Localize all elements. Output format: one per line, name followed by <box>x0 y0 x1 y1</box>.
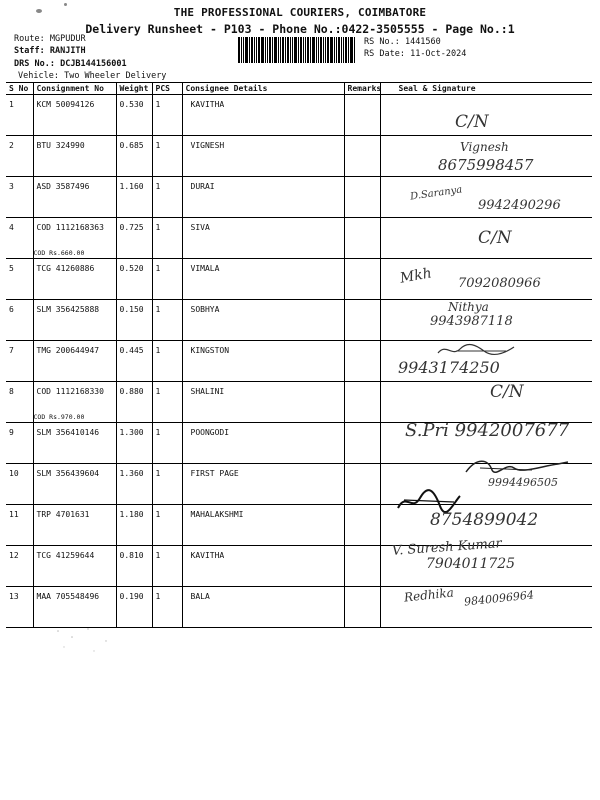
table-row <box>6 95 592 136</box>
scribble-mark <box>436 343 516 357</box>
cell-consignment-text: COD 1112168330 <box>36 387 104 396</box>
barcode-bar <box>354 37 355 63</box>
signature-10-phone: 9994496505 <box>488 476 558 489</box>
cell-consignee <box>182 382 344 423</box>
cell-pcs <box>152 505 182 546</box>
signature-2-name: Vignesh <box>460 140 509 154</box>
barcode-bar <box>290 37 291 63</box>
cell-consignee-text: MAHALAKSHMI <box>190 510 244 519</box>
cell-consignee <box>182 505 344 546</box>
rs-date-value: 11-Oct-2024 <box>410 49 467 59</box>
cell-remarks <box>344 423 380 464</box>
drs-value: DCJB144156001 <box>60 59 127 69</box>
cell-pcs <box>152 546 182 587</box>
barcode-bar <box>298 37 299 63</box>
cell-sno-text: 12 <box>9 551 19 560</box>
cell-sno <box>6 300 33 341</box>
signature-13-name: Redhika <box>403 585 455 605</box>
cell-consignment <box>33 587 116 628</box>
signature-2-phone: 8675998457 <box>438 156 534 174</box>
signature-6-name: Nithya <box>448 300 489 314</box>
cell-weight-text: 1.180 <box>119 510 144 519</box>
barcode-bar <box>345 37 347 63</box>
cell-pcs-text: 1 <box>155 100 161 109</box>
cell-remarks <box>344 341 380 382</box>
barcode-bar <box>310 37 311 63</box>
vehicle-label: Vehicle: <box>18 71 59 81</box>
cell-weight <box>116 587 152 628</box>
cell-remarks <box>344 259 380 300</box>
cell-weight <box>116 341 152 382</box>
cell-consignment-text: SLM 356410146 <box>36 428 100 437</box>
rs-date-line <box>364 49 466 59</box>
vehicle-value: Two Wheeler Delivery <box>64 71 167 81</box>
cell-pcs-text: 1 <box>155 428 161 437</box>
barcode-bar <box>300 37 302 63</box>
barcode-bar <box>292 37 293 63</box>
cell-consignment <box>33 464 116 505</box>
barcode-bar <box>294 37 297 63</box>
rs-date-label: RS Date: <box>364 49 405 59</box>
drs-line <box>14 59 127 69</box>
cell-sno-text: 5 <box>9 264 14 273</box>
vehicle-line <box>18 71 166 81</box>
cell-pcs <box>152 218 182 259</box>
cell-consignee <box>182 177 344 218</box>
barcode-bar <box>269 37 271 63</box>
cell-sno-text: 7 <box>9 346 14 355</box>
barcode-bar <box>303 37 304 63</box>
drs-label: DRS No.: <box>14 59 55 69</box>
scan-speck <box>36 9 42 13</box>
cell-pcs-text: 1 <box>155 510 161 519</box>
cell-consignment <box>33 423 116 464</box>
cell-weight-text: 0.880 <box>119 387 144 396</box>
barcode-bar <box>325 37 326 63</box>
cell-pcs <box>152 95 182 136</box>
signature-7-phone: 9943174250 <box>398 358 500 377</box>
cell-pcs-text: 1 <box>155 469 161 478</box>
cell-consignee <box>182 464 344 505</box>
cell-pcs <box>152 177 182 218</box>
barcode-bar <box>245 37 248 63</box>
cod-amount: COD Rs.660.00 <box>33 249 85 257</box>
signature-8: C/N <box>490 382 524 402</box>
signature-3-name: D.Saranya <box>409 184 463 203</box>
barcode-bar <box>316 37 317 63</box>
rs-no-label: RS No.: <box>364 37 400 47</box>
cell-weight-text: 0.685 <box>119 141 144 150</box>
cell-consignee-text: SIVA <box>190 223 210 232</box>
cod-amount: COD Rs.970.00 <box>33 413 85 421</box>
cell-weight-text: 0.445 <box>119 346 144 355</box>
cell-consignee <box>182 546 344 587</box>
signature-5-phone: 7092080966 <box>458 276 541 291</box>
barcode-bar <box>305 37 306 63</box>
cell-pcs <box>152 300 182 341</box>
cell-sno-text: 11 <box>9 510 19 519</box>
cell-sno-text: 6 <box>9 305 14 314</box>
col-pcs: PCS <box>152 83 182 95</box>
signature-10-scribble <box>462 456 572 478</box>
col-signature: Seal & Signature <box>380 83 592 95</box>
signature-3-phone: 9942490296 <box>478 198 561 213</box>
scan-speck <box>64 3 67 6</box>
cell-remarks <box>344 587 380 628</box>
cell-consignee <box>182 259 344 300</box>
barcode-bar <box>285 37 286 63</box>
cell-remarks <box>344 505 380 546</box>
signature-12-phone: 7904011725 <box>426 556 516 572</box>
route-value: MGPUDUR <box>49 34 86 44</box>
signature-1: C/N <box>455 112 489 132</box>
cell-consignment-text: TCG 41259644 <box>36 551 95 560</box>
cell-remarks <box>344 95 380 136</box>
scan-noise-marks <box>48 625 128 655</box>
cell-sno-text: 4 <box>9 223 14 232</box>
cell-pcs <box>152 464 182 505</box>
rs-no-line <box>364 37 441 47</box>
staff-value: RANJITH <box>49 46 86 56</box>
cell-weight-text: 1.300 <box>119 428 144 437</box>
cell-weight <box>116 259 152 300</box>
barcode-bar <box>350 37 353 63</box>
barcode-bar <box>243 37 244 63</box>
barcode-bar <box>258 37 260 63</box>
signature-4: C/N <box>478 228 512 248</box>
cell-consignment-text: MAA 705548496 <box>36 592 100 601</box>
cell-sno-text: 1 <box>9 100 14 109</box>
cell-sno <box>6 464 33 505</box>
cell-remarks <box>344 136 380 177</box>
cell-consignee-text: SHALINI <box>190 387 225 396</box>
cell-sno-text: 8 <box>9 387 14 396</box>
cell-sno-text: 9 <box>9 428 14 437</box>
company-title: THE PROFESSIONAL COURIERS, COIMBATORE <box>173 6 427 19</box>
barcode-bar <box>307 37 309 63</box>
cell-consignment <box>33 136 116 177</box>
cell-weight <box>116 464 152 505</box>
signature-13-phone: 9840096964 <box>463 588 535 609</box>
cell-weight <box>116 177 152 218</box>
cell-pcs <box>152 259 182 300</box>
barcode-bar <box>282 37 284 63</box>
cell-consignment-text: TMG 200644947 <box>36 346 100 355</box>
cell-sno <box>6 177 33 218</box>
barcode-bar <box>348 37 349 63</box>
cell-consignment <box>33 95 116 136</box>
cell-pcs-text: 1 <box>155 592 161 601</box>
cell-pcs <box>152 423 182 464</box>
cell-consignee-text: KAVITHA <box>190 551 225 560</box>
cell-consignment-text: KCM 50094126 <box>36 100 95 109</box>
route-label: Route: <box>14 34 45 44</box>
signature-7-scribble <box>436 342 516 356</box>
cell-consignee-text: VIGNESH <box>190 141 225 150</box>
barcode-bar <box>343 37 344 63</box>
cell-weight-text: 0.520 <box>119 264 144 273</box>
cell-sno-text: 3 <box>9 182 14 191</box>
cell-sno <box>6 505 33 546</box>
cell-pcs-text: 1 <box>155 387 161 396</box>
cell-sno <box>6 136 33 177</box>
barcode-bar <box>251 37 253 63</box>
cell-consignee <box>182 423 344 464</box>
cell-consignee-text: VIMALA <box>190 264 220 273</box>
col-weight: Weight <box>116 83 152 95</box>
cell-sno-text: 10 <box>9 469 19 478</box>
cell-consignment-text: BTU 324990 <box>36 141 85 150</box>
table-header-row <box>6 83 592 95</box>
cell-weight <box>116 546 152 587</box>
cell-sno <box>6 341 33 382</box>
signature-9: S.Pri 9942007677 <box>405 420 570 441</box>
barcode-bar <box>341 37 342 63</box>
col-consignee: Consignee Details <box>182 83 344 95</box>
signature-11-phone: 8754899042 <box>430 510 539 530</box>
cell-weight <box>116 300 152 341</box>
rs-no-value: 1441560 <box>404 37 441 47</box>
cell-consignee <box>182 341 344 382</box>
cell-pcs-text: 1 <box>155 182 161 191</box>
cell-weight <box>116 218 152 259</box>
cell-weight <box>116 505 152 546</box>
cell-consignment <box>33 300 116 341</box>
barcode-bar <box>327 37 329 63</box>
barcode-bar <box>330 37 333 63</box>
scan-noise <box>48 625 128 655</box>
cell-weight <box>116 382 152 423</box>
staff-line <box>14 46 86 56</box>
barcode-bar <box>334 37 335 63</box>
barcode-bar <box>323 37 324 63</box>
cell-consignment <box>33 382 116 423</box>
cell-weight <box>116 136 152 177</box>
cell-weight-text: 1.360 <box>119 469 144 478</box>
cell-signature <box>380 382 592 423</box>
barcode-bar <box>241 37 242 63</box>
cell-pcs <box>152 341 182 382</box>
cell-consignment-text: SLM 356439604 <box>36 469 100 478</box>
barcode <box>238 37 356 63</box>
cell-pcs <box>152 382 182 423</box>
barcode-bar <box>274 37 277 63</box>
cell-consignee-text: POONGODI <box>190 428 230 437</box>
cell-pcs-text: 1 <box>155 141 161 150</box>
cell-sno <box>6 382 33 423</box>
cell-weight-text: 0.530 <box>119 100 144 109</box>
barcode-bar <box>320 37 322 63</box>
barcode-bar <box>336 37 337 63</box>
cell-weight-text: 1.160 <box>119 182 144 191</box>
cell-pcs-text: 1 <box>155 305 161 314</box>
cell-sno-text: 13 <box>9 592 19 601</box>
runsheet-title: Delivery Runsheet - P103 - Phone No.:0422-3505555 - Page No.:1 <box>85 22 515 36</box>
cell-consignment <box>33 546 116 587</box>
cell-remarks <box>344 382 380 423</box>
col-sno: S No <box>6 83 33 95</box>
cell-remarks <box>344 546 380 587</box>
scribble-mark <box>462 456 572 478</box>
col-consignment: Consignment No <box>33 83 116 95</box>
cell-pcs <box>152 587 182 628</box>
cell-consignee-text: BALA <box>190 592 210 601</box>
cell-consignee-text: SOBHYA <box>190 305 220 314</box>
signature-5-name: Mkh <box>398 265 433 287</box>
barcode-bar <box>338 37 340 63</box>
barcode-bar <box>254 37 255 63</box>
cell-sno <box>6 423 33 464</box>
cell-consignment <box>33 177 116 218</box>
cell-weight-text: 0.190 <box>119 592 144 601</box>
staff-label: Staff: <box>14 46 45 56</box>
barcode-bar <box>272 37 273 63</box>
barcode-bar <box>238 37 240 63</box>
cell-remarks <box>344 464 380 505</box>
cell-remarks <box>344 218 380 259</box>
cell-consignee-text: KAVITHA <box>190 100 225 109</box>
cell-sno <box>6 587 33 628</box>
barcode-bar <box>267 37 268 63</box>
barcode-bar <box>256 37 257 63</box>
signature-6-phone: 9943987118 <box>430 314 513 329</box>
barcode-bar <box>287 37 289 63</box>
cell-sno <box>6 95 33 136</box>
cell-consignment <box>33 341 116 382</box>
cell-pcs-text: 1 <box>155 264 161 273</box>
cell-consignment-text: TRP 4701631 <box>36 510 90 519</box>
cell-consignee <box>182 95 344 136</box>
cell-sno <box>6 259 33 300</box>
cell-sno <box>6 546 33 587</box>
cell-consignee <box>182 300 344 341</box>
cell-remarks <box>344 300 380 341</box>
cell-consignee <box>182 587 344 628</box>
barcode-bar <box>312 37 315 63</box>
barcode-bar <box>280 37 281 63</box>
cell-weight-text: 0.725 <box>119 223 144 232</box>
signature-12-name: V. Suresh Kumar <box>391 536 503 559</box>
cell-weight <box>116 423 152 464</box>
route-line <box>14 34 86 44</box>
cell-pcs-text: 1 <box>155 346 161 355</box>
cell-consignment-text: TCG 41260886 <box>36 264 95 273</box>
cell-consignee <box>182 136 344 177</box>
cell-pcs <box>152 136 182 177</box>
cell-pcs-text: 1 <box>155 551 161 560</box>
cell-consignment-text: SLM 356425888 <box>36 305 100 314</box>
cell-consignee-text: KINGSTON <box>190 346 230 355</box>
cell-consignment <box>33 218 116 259</box>
cell-weight-text: 0.150 <box>119 305 144 314</box>
cell-consignment <box>33 505 116 546</box>
barcode-bar <box>318 37 319 63</box>
cell-consignment-text: ASD 3587496 <box>36 182 90 191</box>
cell-consignment <box>33 259 116 300</box>
cell-consignment-text: COD 1112168363 <box>36 223 104 232</box>
cell-sno <box>6 218 33 259</box>
col-remarks: Remarks <box>344 83 380 95</box>
cell-remarks <box>344 177 380 218</box>
cell-weight-text: 0.810 <box>119 551 144 560</box>
cell-weight <box>116 95 152 136</box>
cell-consignee <box>182 218 344 259</box>
barcode-bar <box>261 37 264 63</box>
cell-consignee-text: FIRST PAGE <box>190 469 239 478</box>
barcode-bar <box>265 37 266 63</box>
cell-pcs-text: 1 <box>155 223 161 232</box>
cell-consignee-text: DURAI <box>190 182 215 191</box>
barcode-bar <box>249 37 250 63</box>
cell-sno-text: 2 <box>9 141 14 150</box>
barcode-bar <box>278 37 279 63</box>
